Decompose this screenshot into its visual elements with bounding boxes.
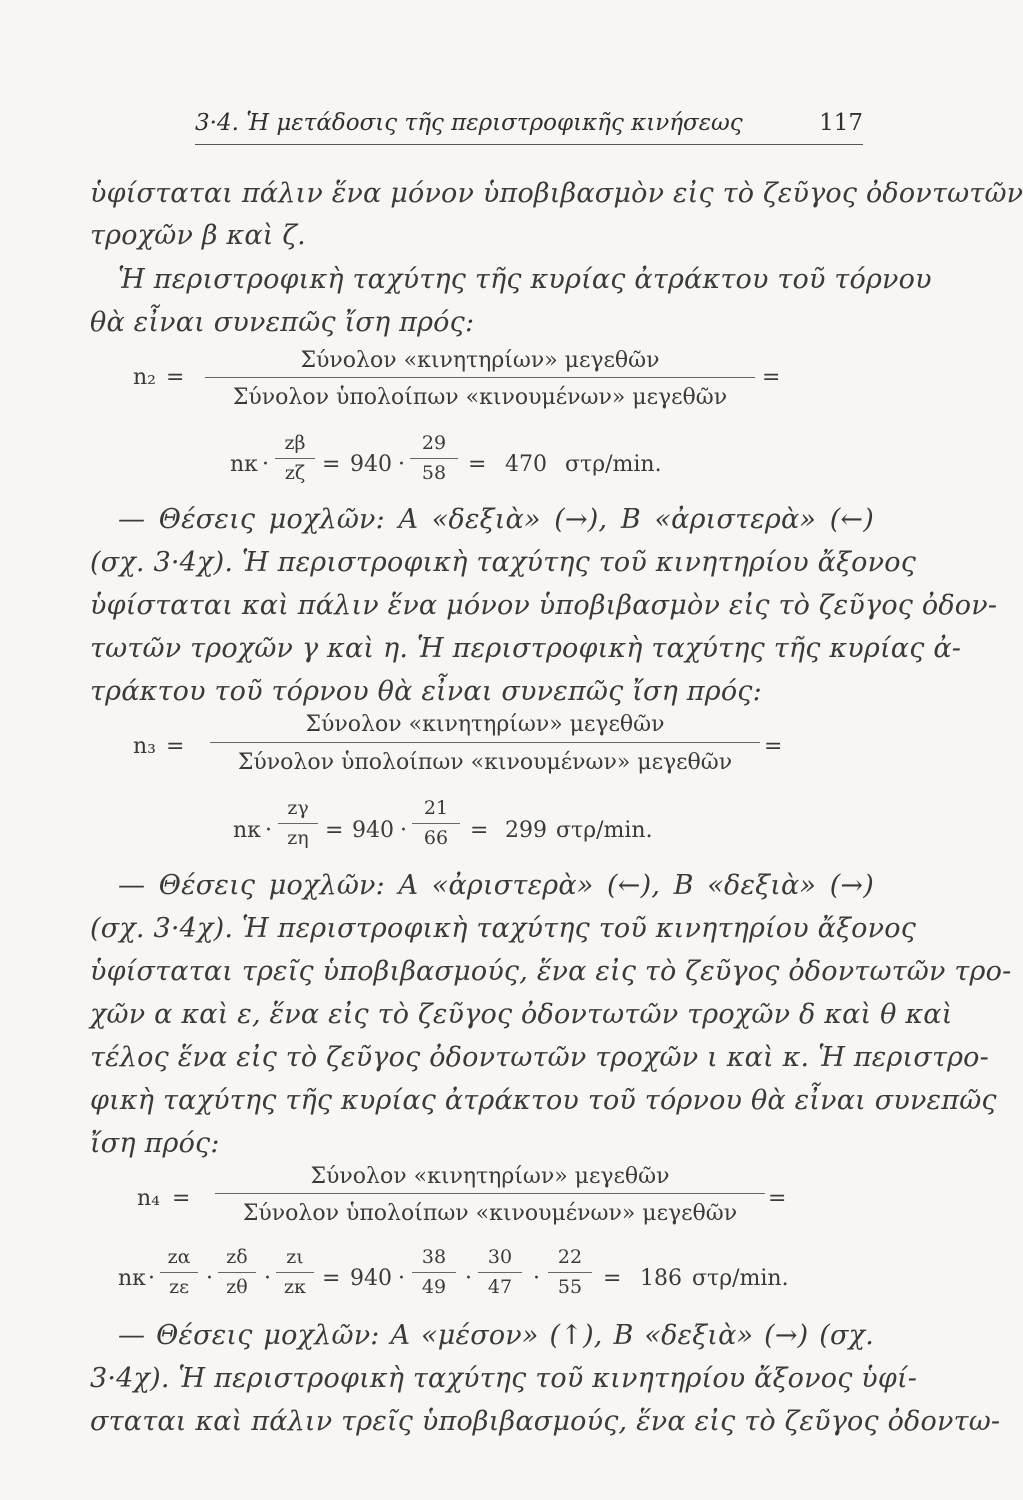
page-number: 117 — [819, 110, 863, 136]
fraction — [412, 1246, 456, 1306]
fraction — [275, 432, 315, 492]
text-line: τράκτου τοῦ τόρνου θὰ εἶναι συνεπῶς ἴση πρός: — [90, 676, 762, 707]
eq-numerator: Σύνολον «κινητηρίων» μεγεθῶν — [310, 1164, 670, 1189]
eq-sign: = — [322, 452, 341, 477]
eq-denominator: Σύνολον ὑπολοίπων «κινουμένων» μεγεθῶν — [232, 385, 728, 410]
text-line: θὰ εἶναι συνεπῶς ἴση πρός: — [90, 307, 475, 338]
fraction-bar — [205, 377, 755, 378]
fraction — [412, 797, 460, 857]
fraction — [548, 1246, 592, 1306]
text-line: φικὴ ταχύτης τῆς κυρίας ἀτράκτου τοῦ τόρνου θὰ εἶναι συνεπῶς — [90, 1085, 997, 1116]
text-line: χῶν α καὶ ε, ἕνα εἰς τὸ ζεῦγος ὀδοντωτῶν τροχῶν δ καὶ θ καὶ — [90, 999, 953, 1030]
fraction-denominator: zθ — [226, 1276, 248, 1298]
text-line: ὑφίσταται πάλιν ἕνα μόνον ὑποβιβασμὸν εἰς τὸ ζεῦγος ὀδοντωτῶν — [90, 178, 1023, 209]
text-line: Ἡ περιστροφικὴ ταχύτης τῆς κυρίας ἀτράκτου τοῦ τόρνου — [118, 264, 932, 295]
text-line: (σχ. 3·4χ). Ἡ περιστροφικὴ ταχύτης τοῦ κινητηρίου ἄξονος — [90, 913, 917, 944]
text-line: ὑφίσταται τρεῖς ὑποβιβασμούς, ἕνα εἰς τὸ ζεῦγος ὀδοντωτῶν τρο- — [90, 956, 1012, 987]
fraction-bar — [412, 823, 460, 824]
eq-nk: nκ — [230, 452, 258, 477]
eq-dot: · — [398, 452, 405, 477]
text-line: τροχῶν β καὶ ζ. — [90, 220, 306, 251]
eq-dot: · — [398, 1266, 405, 1291]
eq-unit: στρ/min. — [556, 818, 653, 843]
fraction-denominator: zκ — [284, 1276, 306, 1298]
eq-value: 940 — [350, 452, 392, 477]
eq-sign: = — [764, 734, 783, 759]
eq-nk: nκ — [233, 818, 261, 843]
text-line: ἴση πρός: — [90, 1128, 220, 1159]
fraction — [160, 1246, 198, 1306]
eq-dot: · — [148, 1266, 155, 1291]
eq-denominator: Σύνολον ὑπολοίπων «κινουμένων» μεγεθῶν — [237, 750, 733, 775]
fraction-bar — [276, 1272, 314, 1273]
eq-dot: · — [206, 1266, 213, 1291]
fraction-numerator: zα — [167, 1246, 191, 1268]
fraction-bar — [478, 1272, 522, 1273]
text-line: ὑφίσταται καὶ πάλιν ἕνα μόνον ὑποβιβασμὸν εἰς τὸ ζεῦγος ὀδον- — [90, 590, 998, 621]
eq-unit: στρ/min. — [565, 452, 662, 477]
eq-result: 299 — [505, 818, 547, 843]
text-line: τέλος ἕνα εἰς τὸ ζεῦγος ὀδοντωτῶν τροχῶν ι καὶ κ. Ἡ περιστρο- — [90, 1042, 989, 1073]
fraction-numerator: zγ — [287, 797, 309, 819]
text-line: — Θέσεις μοχλῶν: Α «ἀριστερὰ» (←), Β «δεξιὰ» (→) — [118, 870, 874, 901]
fraction-bar — [210, 742, 760, 743]
fraction-numerator: zδ — [226, 1246, 248, 1268]
eq-sign: = — [325, 818, 344, 843]
eq-nk: nκ — [118, 1266, 146, 1291]
fraction-denominator: zε — [169, 1276, 189, 1298]
eq-value: 940 — [350, 1266, 392, 1291]
text-line: τωτῶν τροχῶν γ καὶ η. Ἡ περιστροφικὴ ταχύτης τῆς κυρίας ἀ- — [90, 633, 962, 664]
eq-dot: · — [400, 818, 407, 843]
fraction-bar — [412, 1272, 456, 1273]
fraction-bar — [548, 1272, 592, 1273]
eq-sign: = — [603, 1266, 622, 1291]
eq-sign: = — [470, 818, 489, 843]
text-line: — Θέσεις μοχλῶν: Α «μέσον» (↑), Β «δεξιὰ» (→) (σχ. — [118, 1320, 874, 1351]
fraction — [410, 432, 458, 492]
eq-unit: στρ/min. — [692, 1266, 789, 1291]
eq-sign: = — [468, 452, 487, 477]
fraction-numerator: zβ — [284, 432, 306, 454]
eq-dot: · — [533, 1266, 540, 1291]
fraction-denominator: 49 — [421, 1276, 447, 1298]
running-header — [195, 104, 863, 145]
fraction-denominator: zζ — [284, 462, 306, 484]
text-line: (σχ. 3·4χ). Ἡ περιστροφικὴ ταχύτης τοῦ κινητηρίου ἄξονος — [90, 547, 917, 578]
fraction-bar — [275, 458, 315, 459]
fraction-bar — [215, 1193, 765, 1194]
fraction-numerator: 22 — [557, 1246, 583, 1268]
text-line: — Θέσεις μοχλῶν: Α «δεξιὰ» (→), Β «ἀριστερὰ» (←) — [118, 504, 874, 535]
fraction-denominator: 66 — [423, 827, 449, 849]
fraction-numerator: 38 — [421, 1246, 447, 1268]
fraction-numerator: zι — [286, 1246, 304, 1268]
fraction — [276, 1246, 314, 1306]
fraction — [478, 1246, 522, 1306]
fraction-bar — [160, 1272, 198, 1273]
fraction — [278, 797, 318, 857]
fraction-numerator: 30 — [487, 1246, 513, 1268]
eq-sign: = — [166, 365, 185, 390]
eq-result: 470 — [505, 452, 547, 477]
eq-lhs: n₂ — [133, 365, 156, 390]
eq-dot: · — [264, 1266, 271, 1291]
fraction-denominator: zη — [287, 827, 309, 849]
eq-dot: · — [262, 452, 269, 477]
fraction-denominator: 58 — [421, 462, 447, 484]
fraction — [218, 1246, 256, 1306]
eq-sign: = — [762, 365, 781, 390]
eq-numerator: Σύνολον «κινητηρίων» μεγεθῶν — [305, 712, 665, 737]
fraction-bar — [410, 458, 458, 459]
eq-sign: = — [322, 1266, 341, 1291]
eq-sign: = — [172, 1186, 191, 1211]
eq-lhs: n₃ — [133, 734, 156, 759]
eq-denominator: Σύνολον ὑπολοίπων «κινουμένων» μεγεθῶν — [242, 1201, 738, 1226]
eq-dot: · — [465, 1266, 472, 1291]
eq-numerator: Σύνολον «κινητηρίων» μεγεθῶν — [300, 348, 660, 373]
fraction-bar — [278, 823, 318, 824]
fraction-bar — [218, 1272, 256, 1273]
chapter-title: 3·4. Ἡ μετάδοσις τῆς περιστροφικῆς κινήσεως — [195, 110, 743, 136]
fraction-numerator: 29 — [421, 432, 447, 454]
eq-lhs: n₄ — [137, 1186, 160, 1211]
text-line: σταται καὶ πάλιν τρεῖς ὑποβιβασμούς, ἕνα εἰς τὸ ζεῦγος ὀδοντω- — [90, 1406, 1001, 1437]
fraction-denominator: 47 — [487, 1276, 513, 1298]
eq-value: 940 — [352, 818, 394, 843]
fraction-numerator: 21 — [423, 797, 449, 819]
eq-sign: = — [768, 1186, 787, 1211]
fraction-denominator: 55 — [557, 1276, 583, 1298]
eq-result: 186 — [640, 1266, 682, 1291]
text-line: 3·4χ). Ἡ περιστροφικὴ ταχύτης τοῦ κινητηρίου ἄξονος ὑφί- — [90, 1363, 918, 1394]
eq-dot: · — [265, 818, 272, 843]
eq-sign: = — [166, 734, 185, 759]
